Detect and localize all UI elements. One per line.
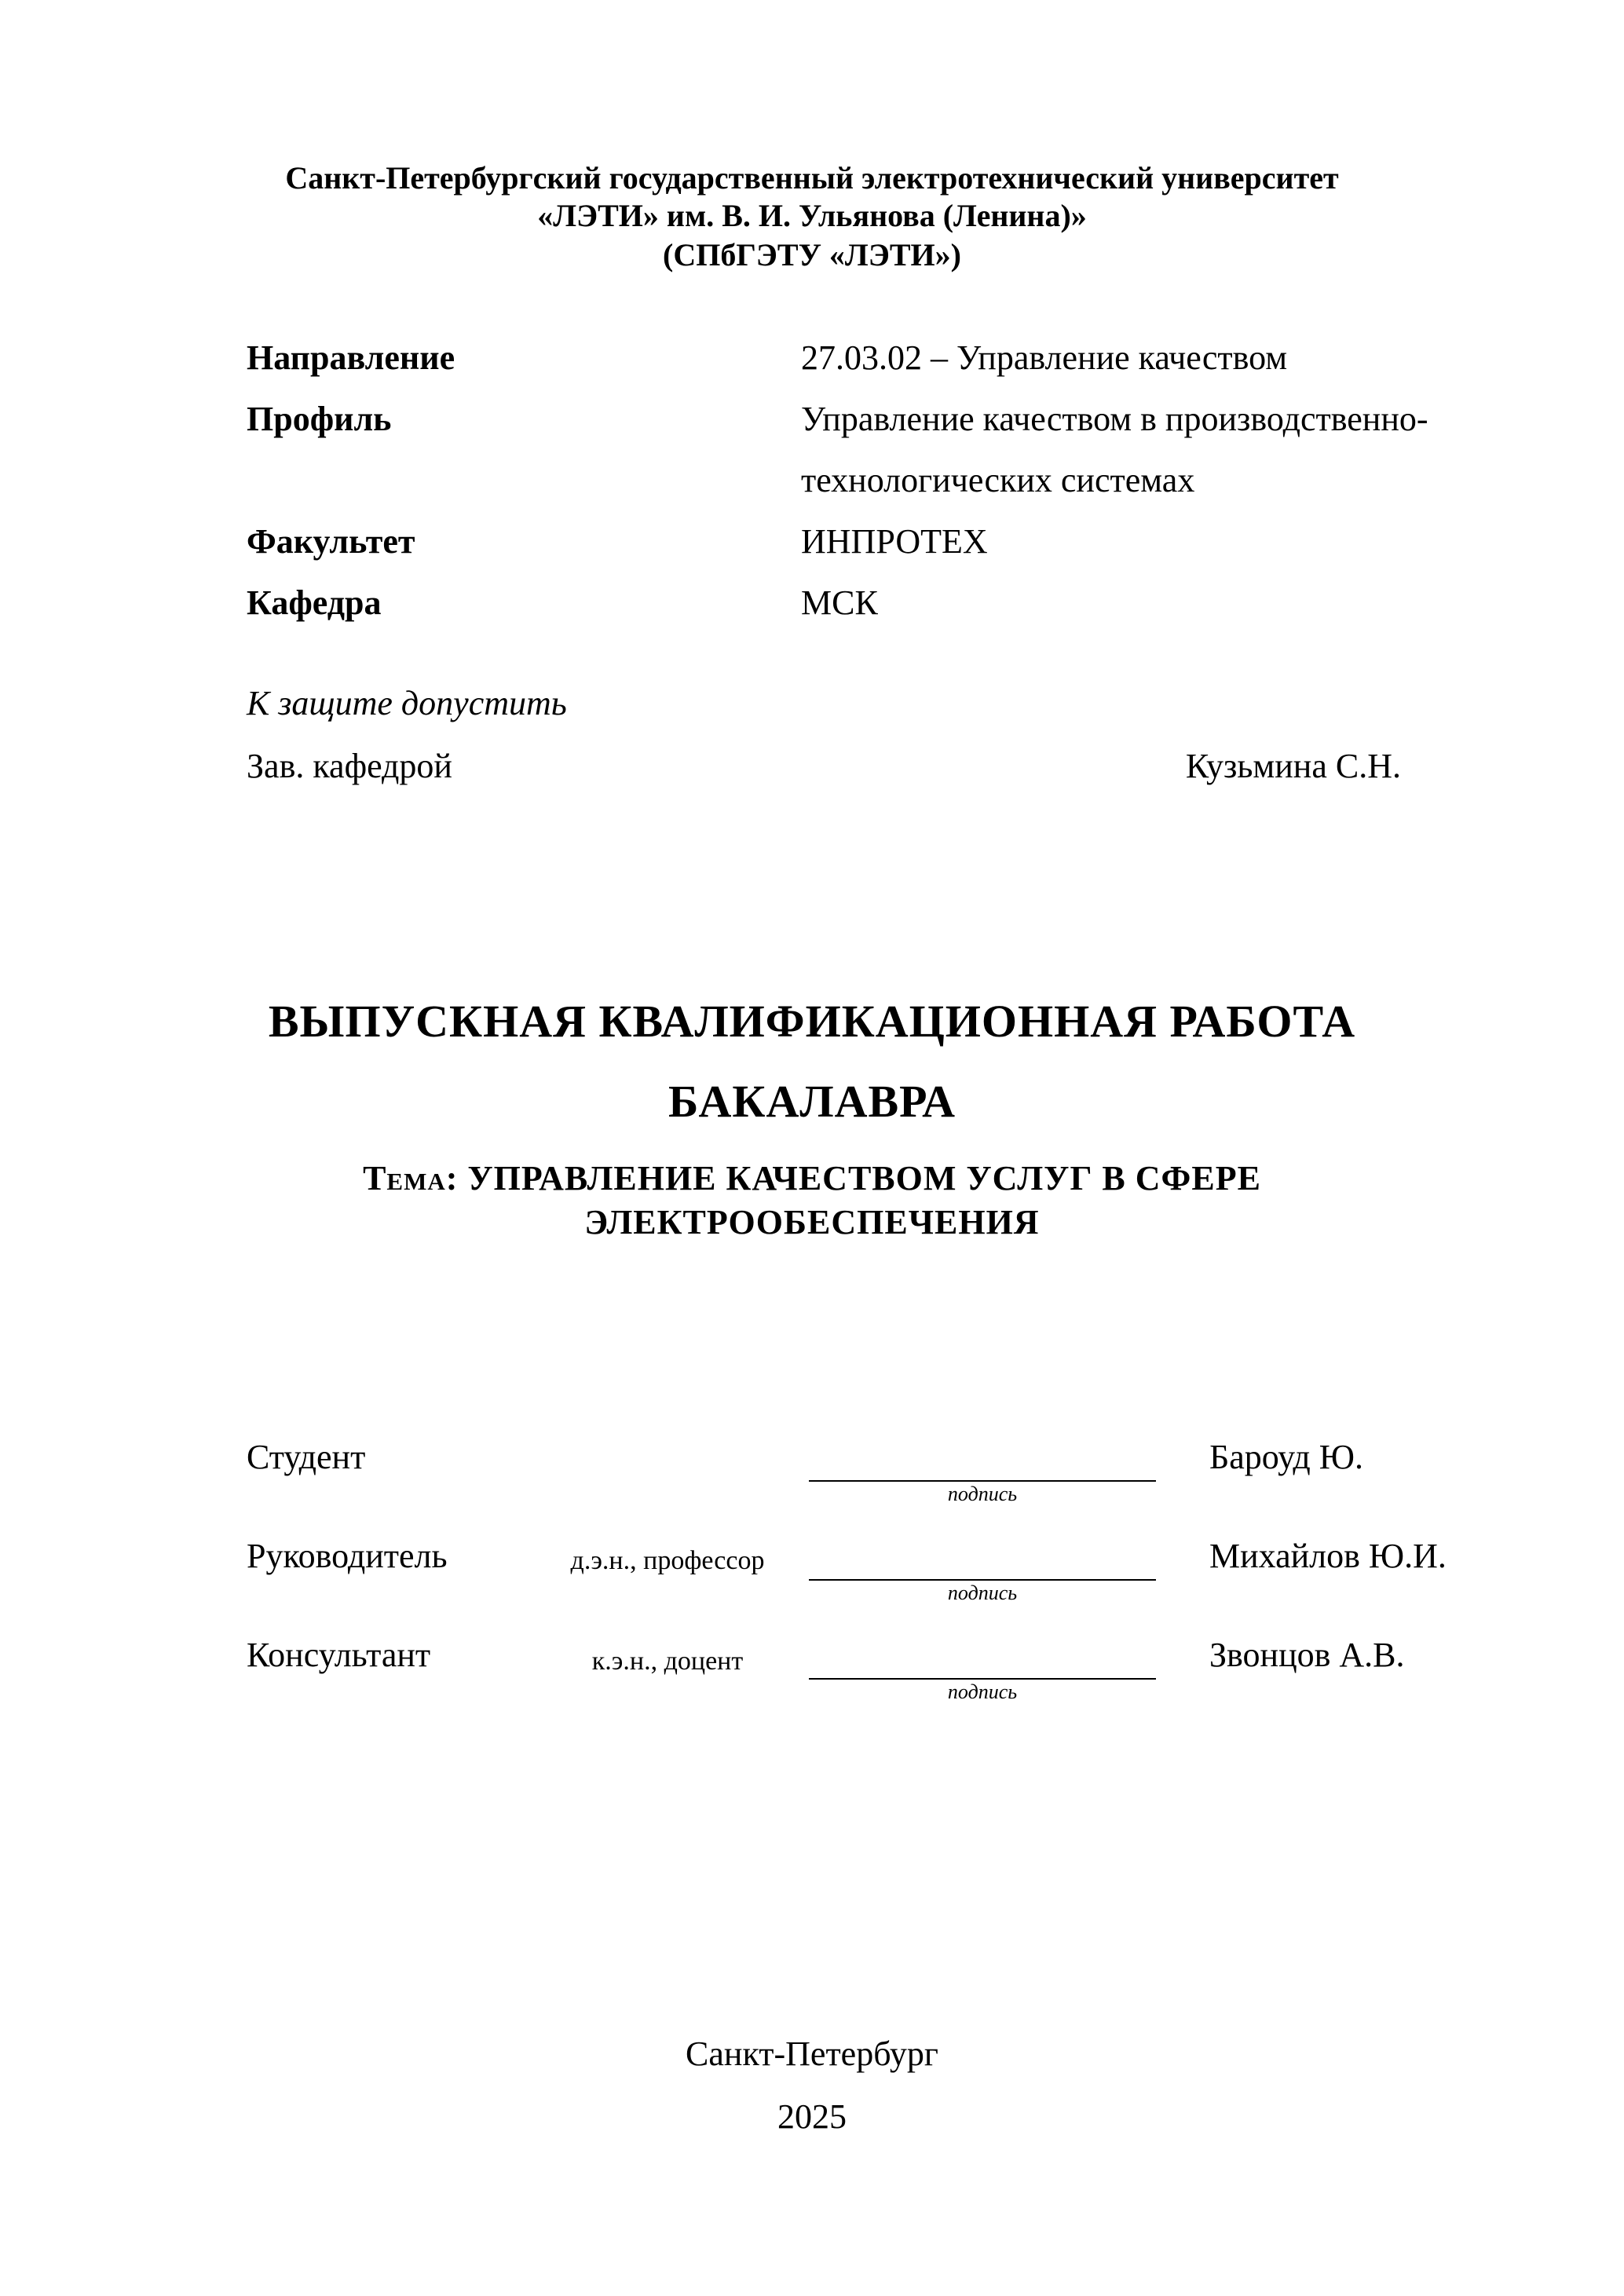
supervisor-signature-line (809, 1579, 1156, 1581)
supervisor-role: Руководитель (247, 1537, 448, 1575)
consultant-signature-line (809, 1678, 1156, 1680)
admission-note: К защите допустить (247, 684, 567, 722)
city: Санкт-Петербург (686, 2035, 938, 2073)
topic-line2: ЭЛЕКТРООБЕСПЕЧЕНИЯ (584, 1203, 1040, 1241)
consultant-signature-caption: подпись (947, 1680, 1018, 1703)
direction-value: 27.03.02 – Управление качеством (801, 338, 1288, 377)
direction-label: Направление (247, 338, 455, 377)
profile-value-line2: технологических системах (801, 461, 1195, 499)
university-abbreviation: (СПбГЭТУ «ЛЭТИ») (663, 237, 961, 272)
consultant-name: Звонцов А.В. (1209, 1636, 1405, 1674)
faculty-value: ИНПРОТЕХ (801, 522, 988, 561)
student-signature-caption: подпись (947, 1483, 1018, 1505)
document-title: ВЫПУСКНАЯ КВАЛИФИКАЦИОННАЯ РАБОТА (268, 996, 1356, 1047)
head-of-department-label: Зав. кафедрой (247, 747, 452, 785)
department-label: Кафедра (247, 583, 382, 622)
supervisor-signature-caption: подпись (947, 1581, 1018, 1604)
profile-label: Профиль (247, 400, 392, 438)
student-name: Бароуд Ю. (1209, 1438, 1363, 1476)
topic-prefix: Тема: (363, 1159, 459, 1197)
supervisor-name: Михайлов Ю.И. (1209, 1537, 1447, 1575)
university-name-line2: «ЛЭТИ» им. В. И. Ульянова (Ленина)» (537, 198, 1087, 233)
profile-value: Управление качеством в производственно- (801, 400, 1428, 438)
consultant-role: Консультант (247, 1636, 431, 1674)
student-role: Студент (247, 1438, 366, 1476)
head-of-department-name: Кузьмина С.Н. (1185, 747, 1401, 785)
student-signature-line (809, 1480, 1156, 1482)
consultant-degree: к.э.н., доцент (591, 1647, 744, 1676)
university-name: Санкт-Петербургский государственный электротехнический университет (285, 160, 1339, 196)
faculty-label: Факультет (247, 522, 415, 561)
year: 2025 (777, 2097, 847, 2136)
topic-line1 (0, 1157, 1624, 1200)
supervisor-degree: д.э.н., профессор (570, 1546, 765, 1575)
department-value: МСК (801, 583, 878, 622)
topic-text: УПРАВЛЕНИЕ КАЧЕСТВОМ УСЛУГ В СФЕРЕ (458, 1159, 1261, 1197)
document-title-line2: БАКАЛАВРА (668, 1076, 956, 1127)
